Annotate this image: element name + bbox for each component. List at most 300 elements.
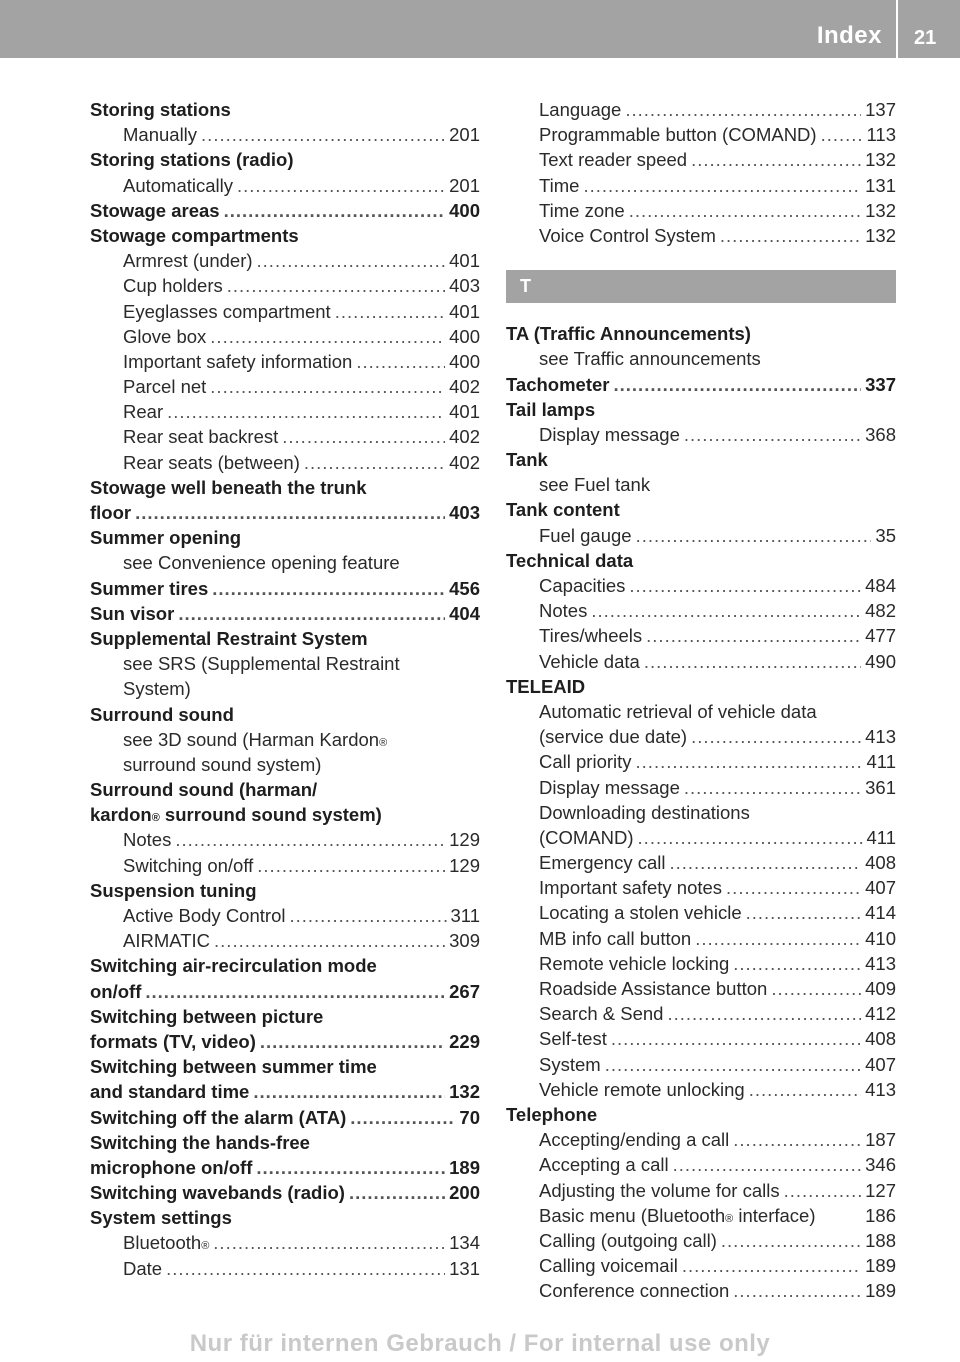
index-subentry [506, 173, 896, 198]
index-subentry [506, 724, 896, 749]
page-reference: 267 [449, 980, 480, 1002]
index-subentry [506, 825, 896, 850]
page-reference: 456 [449, 577, 480, 599]
entry-text: Search & Send [539, 1003, 664, 1025]
section-letter: T [520, 276, 531, 297]
entry-text: Locating a stolen vehicle [539, 902, 742, 924]
header-bar [0, 0, 960, 58]
index-entry [90, 979, 480, 1004]
index-subentry [506, 800, 896, 825]
dot-leader [784, 1178, 862, 1203]
page-reference: 131 [449, 1257, 480, 1279]
page-reference: 127 [865, 1179, 896, 1201]
dot-leader [646, 623, 861, 648]
page-reference: 189 [865, 1255, 896, 1277]
dot-leader [733, 951, 861, 976]
entry-text: Switching on/off [123, 854, 254, 876]
page-reference: 129 [449, 829, 480, 851]
index-subentry [90, 928, 480, 953]
index-subentry [90, 299, 480, 324]
index-entry [90, 576, 480, 601]
page-reference: 409 [865, 978, 896, 999]
page-reference: 407 [865, 877, 896, 899]
page-reference: 414 [865, 902, 896, 924]
dot-leader [214, 928, 445, 953]
dot-leader [733, 1127, 861, 1152]
entry-text: Accepting/ending a call [539, 1129, 730, 1151]
entry-text: AIRMATIC [123, 930, 211, 952]
section-letter-bar [506, 270, 896, 303]
page-reference: 412 [865, 1003, 896, 1025]
entry-text: System) [123, 678, 191, 700]
index-subentry [506, 875, 896, 900]
dot-leader [210, 374, 445, 399]
entry-text: Time zone [539, 199, 625, 221]
index-subentry [506, 1278, 896, 1303]
page-reference: 407 [865, 1053, 896, 1075]
index-entry [506, 397, 896, 422]
index-entry [90, 1130, 480, 1155]
index-subentry [90, 676, 480, 701]
entry-text: Adjusting the volume for calls [539, 1179, 780, 1201]
index-entry [90, 525, 480, 550]
index-entry [90, 147, 480, 172]
entry-text: (COMAND) [539, 826, 634, 848]
page-reference: 129 [449, 854, 480, 876]
entry-text: Stowage compartments [90, 224, 299, 246]
page-reference: 186 [865, 1204, 896, 1226]
entry-text: Switching the hands-free [90, 1131, 310, 1153]
dot-leader [605, 1052, 861, 1077]
entry-text: surround sound system) [123, 753, 322, 775]
index-column-left [90, 97, 480, 1281]
page-reference: 408 [865, 852, 896, 874]
entry-text: on/off [90, 980, 142, 1002]
index-entry [90, 1155, 480, 1180]
entry-text: formats (TV, video) [90, 1030, 256, 1052]
page-reference: 404 [449, 602, 480, 624]
entry-text: Programmable button (COMAND) [539, 124, 817, 146]
dot-leader [636, 749, 863, 774]
page-reference: 132 [865, 199, 896, 221]
entry-text: floor [90, 502, 132, 523]
page-reference: 477 [865, 625, 896, 647]
index-subentry [506, 573, 896, 598]
index-entry [506, 548, 896, 573]
entry-text: Eyeglasses compartment [123, 300, 331, 322]
page-reference: 402 [449, 451, 480, 473]
entry-text: see Fuel tank [539, 474, 651, 496]
page-reference: 482 [865, 600, 896, 622]
page-reference: 187 [865, 1129, 896, 1151]
page-reference: 368 [865, 423, 896, 445]
dot-leader [644, 649, 861, 674]
entry-text: Remote vehicle locking [539, 952, 730, 974]
entry-text: Capacities [539, 575, 626, 596]
dot-leader [350, 1105, 455, 1130]
entry-text: kardon [90, 804, 152, 826]
dot-leader [591, 598, 861, 623]
entry-text: Voice Control System [539, 224, 716, 246]
index-entry [90, 1079, 480, 1104]
dot-leader [257, 248, 446, 273]
dot-leader [178, 601, 445, 626]
dot-leader [356, 349, 445, 374]
index-subentry [90, 827, 480, 852]
index-subentry [90, 550, 480, 575]
index-entry [90, 1004, 480, 1029]
dot-leader [253, 1079, 445, 1104]
index-subentry [506, 346, 896, 371]
page-reference: 401 [449, 300, 480, 322]
index-entry [90, 626, 480, 651]
entry-text: Notes [539, 600, 588, 622]
page-reference: 137 [865, 99, 896, 120]
entry-text: Tank content [506, 499, 620, 521]
page-reference: 400 [449, 199, 480, 221]
index-entry [90, 97, 480, 122]
index-entry [90, 601, 480, 626]
page-reference: 413 [865, 1078, 896, 1100]
index-subentry [506, 523, 896, 548]
index-entry [506, 372, 896, 397]
entry-text: Emergency call [539, 852, 666, 874]
page-reference: 403 [449, 502, 480, 523]
index-subentry [90, 853, 480, 878]
entry-text: Tail lamps [506, 398, 596, 420]
index-entry [90, 500, 480, 525]
index-entry [90, 777, 480, 802]
dot-leader [721, 1228, 861, 1253]
entry-text: Text reader speed [539, 149, 688, 171]
index-entry [90, 1029, 480, 1054]
dot-leader [684, 422, 861, 447]
index-subentry: Basic menu (Bluetooth ® interface) 186 [506, 1203, 896, 1228]
dot-leader [135, 500, 445, 525]
entry-text: Switching between picture [90, 1005, 324, 1027]
entry-text: Automatic retrieval of vehicle data [539, 700, 817, 722]
dot-leader [304, 450, 445, 475]
entry-text: Storing stations [90, 99, 231, 120]
index-subentry [506, 775, 896, 800]
dot-leader [614, 372, 862, 397]
page-reference: 35 [875, 524, 896, 546]
index-subentry [506, 976, 896, 1001]
index-subentry [90, 374, 480, 399]
index-subentry [506, 951, 896, 976]
index-subentry [90, 122, 480, 147]
index-subentry [506, 97, 896, 122]
dot-leader [629, 198, 861, 223]
entry-text: MB info call button [539, 927, 692, 949]
entry-text-continued: surround sound system) [159, 804, 382, 826]
entry-text: Switching air-recirculation mode [90, 955, 377, 977]
page-reference: 132 [449, 1081, 480, 1103]
index-entry [90, 198, 480, 223]
page-reference: 113 [866, 124, 896, 146]
dot-leader [771, 976, 861, 1001]
watermark: Nur für internen Gebrauch / For internal use only [189, 1330, 771, 1357]
page-reference: 134 [449, 1232, 480, 1254]
entry-text: Manually [123, 124, 198, 146]
page-reference: 408 [865, 1028, 896, 1050]
index-subentry [90, 273, 480, 298]
dot-leader [583, 173, 861, 198]
entry-text: Active Body Control [123, 905, 286, 926]
entry-text: Downloading destinations [539, 801, 750, 823]
index-entry [90, 1054, 480, 1079]
page-reference: 402 [449, 426, 480, 448]
entry-text: Self-test [539, 1028, 607, 1050]
dot-leader [669, 850, 861, 875]
entry-text: Switching wavebands (radio) [90, 1182, 345, 1204]
index-subentry [90, 324, 480, 349]
index-subentry [90, 399, 480, 424]
index-subentry [506, 649, 896, 674]
index-subentry [506, 1026, 896, 1051]
index-subentry [90, 173, 480, 198]
entry-text: Rear [123, 401, 164, 423]
page-reference: 200 [449, 1182, 480, 1204]
index-subentry [506, 699, 896, 724]
entry-text: Calling voicemail [539, 1255, 678, 1277]
entry-text: Tachometer [506, 373, 610, 395]
index-column-right-top [506, 97, 896, 248]
entry-text: TA (Traffic Announcements) [506, 323, 751, 345]
index-subentry [506, 422, 896, 447]
page-reference: 131 [865, 174, 896, 196]
entry-text: Calling (outgoing call) [539, 1229, 717, 1251]
page-number: 21 [914, 27, 937, 49]
entry-text-continued: interface) [733, 1204, 816, 1226]
dot-leader [260, 1029, 445, 1054]
entry-text: Stowage areas [90, 199, 220, 221]
entry-text: Display message [539, 776, 680, 798]
entry-text: Summer tires [90, 577, 209, 599]
dot-leader [625, 97, 861, 122]
dot-leader [237, 173, 445, 198]
entry-text: Call priority [539, 751, 632, 773]
index-entry [90, 702, 480, 727]
page-reference: 413 [865, 726, 896, 748]
entry-text: Tank [506, 449, 548, 471]
entry-text: Basic menu (Bluetooth [539, 1204, 726, 1226]
index-entry [90, 223, 480, 248]
entry-text: Important safety notes [539, 877, 723, 899]
entry-text: System [539, 1053, 601, 1075]
entry-text: Cup holders [123, 275, 223, 297]
entry-text: and standard time [90, 1081, 250, 1103]
index-subentry [506, 1152, 896, 1177]
index-subentry [506, 926, 896, 951]
dot-leader [282, 424, 445, 449]
dot-leader [746, 900, 862, 925]
dot-leader [212, 576, 445, 601]
entry-text: Fuel gauge [539, 524, 632, 546]
dot-leader [682, 1253, 861, 1278]
index-entry: kardon ® surround sound system) [90, 802, 480, 827]
index-subentry [506, 1228, 896, 1253]
dot-leader [210, 324, 445, 349]
index-subentry [506, 850, 896, 875]
index-subentry [506, 1001, 896, 1026]
index-subentry [506, 900, 896, 925]
entry-text: Switching off the alarm (ATA) [90, 1106, 347, 1128]
index-subentry [506, 223, 896, 248]
index-entry [90, 475, 480, 500]
dot-leader [201, 122, 445, 147]
entry-text: Rear seats (between) [123, 451, 300, 473]
page-reference: 400 [449, 325, 480, 347]
page-reference: 410 [865, 927, 896, 949]
entry-text: System settings [90, 1207, 232, 1229]
dot-leader [349, 1180, 445, 1205]
index-subentry [506, 598, 896, 623]
page-reference: 132 [865, 224, 896, 246]
index-subentry [506, 147, 896, 172]
index-entry [90, 1105, 480, 1130]
entry-text: Telephone [506, 1103, 598, 1125]
dot-leader [695, 926, 861, 951]
dot-leader [684, 775, 861, 800]
index-subentry [90, 349, 480, 374]
dot-leader [638, 825, 863, 850]
entry-text: microphone on/off [90, 1156, 253, 1178]
dot-leader [611, 1026, 861, 1051]
index-subentry [90, 248, 480, 273]
page-reference: 189 [865, 1280, 896, 1302]
entry-text: (service due date) [539, 726, 688, 748]
index-subentry [506, 1253, 896, 1278]
entry-text: see Convenience opening feature [123, 552, 400, 574]
entry-text: Parcel net [123, 376, 207, 398]
dot-leader [749, 1077, 861, 1102]
dot-leader [691, 724, 861, 749]
entry-text: Glove box [123, 325, 207, 347]
page-reference: 132 [865, 149, 896, 171]
dot-leader [145, 979, 445, 1004]
entry-text: Armrest (under) [123, 250, 253, 272]
entry-text: see SRS (Supplemental Restraint [123, 653, 400, 675]
entry-text: Time [539, 174, 580, 196]
index-entry [90, 1180, 480, 1205]
section-title: Index [816, 22, 882, 49]
page-reference: 411 [866, 751, 896, 773]
dot-leader [166, 1256, 445, 1281]
dot-leader [726, 875, 861, 900]
entry-text: Accepting a call [539, 1154, 669, 1176]
index-subentry [90, 450, 480, 475]
dot-leader [720, 223, 861, 248]
index-entry [90, 953, 480, 978]
entry-text: Rear seat backrest [123, 426, 279, 448]
page-reference: 70 [459, 1106, 480, 1128]
page-reference: 309 [449, 930, 480, 952]
index-column-right-bottom [506, 321, 896, 1303]
index-subentry [506, 472, 896, 497]
page-reference: 484 [865, 575, 896, 596]
entry-text: Notes [123, 829, 172, 851]
page-reference: 188 [865, 1229, 896, 1251]
entry-text: Automatically [123, 174, 234, 196]
entry-text: Surround sound (harman/ [90, 779, 318, 801]
entry-text: Vehicle remote unlocking [539, 1078, 745, 1100]
dot-leader [257, 853, 445, 878]
index-subentry [506, 623, 896, 648]
index-entry [506, 321, 896, 346]
index-subentry [506, 749, 896, 774]
page-reference: 229 [449, 1030, 480, 1052]
index-entry [506, 1102, 896, 1127]
entry-text: Roadside Assistance button [539, 978, 768, 999]
page-reference: 361 [865, 776, 896, 798]
entry-text: Conference connection [539, 1280, 730, 1302]
index-entry [506, 674, 896, 699]
dot-leader [175, 827, 445, 852]
entry-text: Tires/wheels [539, 625, 643, 647]
page-reference: 413 [865, 952, 896, 974]
dot-leader [733, 1278, 861, 1303]
dot-leader [213, 1230, 445, 1255]
entry-text: Surround sound [90, 703, 234, 725]
dot-leader [636, 523, 872, 548]
dot-leader [167, 399, 445, 424]
index-subentry [506, 198, 896, 223]
index-entry [90, 1205, 480, 1230]
index-subentry [506, 1178, 896, 1203]
dot-leader [667, 1001, 861, 1026]
dot-leader [224, 198, 446, 223]
header-divider [896, 0, 898, 58]
page-reference: 411 [866, 826, 896, 848]
page-reference: 311 [450, 905, 480, 926]
entry-text: TELEAID [506, 675, 586, 697]
dot-leader [256, 1155, 445, 1180]
entry-text: Sun visor [90, 602, 175, 624]
index-column-right [506, 97, 896, 1303]
page-reference: 490 [865, 650, 896, 672]
index-entry [506, 447, 896, 472]
entry-text: Technical data [506, 549, 634, 571]
index-subentry [90, 424, 480, 449]
page-reference: 402 [449, 376, 480, 398]
entry-text: Suspension tuning [90, 879, 257, 901]
entry-text: Storing stations (radio) [90, 149, 294, 171]
page-reference: 201 [449, 174, 480, 196]
entry-text: Important safety information [123, 350, 353, 372]
index-entry [90, 878, 480, 903]
page-reference: 403 [449, 275, 480, 297]
dot-leader [289, 903, 446, 928]
index-subentry [506, 122, 896, 147]
entry-text: Display message [539, 423, 680, 445]
entry-text: Vehicle data [539, 650, 640, 672]
entry-text: Switching between summer time [90, 1056, 377, 1078]
entry-text: see 3D sound (Harman Kardon [123, 728, 380, 750]
entry-text: Language [539, 99, 622, 120]
page-reference: 189 [449, 1156, 480, 1178]
index-subentry [506, 1077, 896, 1102]
index-subentry [90, 1256, 480, 1281]
entry-text: Bluetooth [123, 1232, 202, 1254]
index-subentry [506, 1052, 896, 1077]
index-subentry: see 3D sound (Harman Kardon ® [90, 727, 480, 752]
page-reference: 400 [449, 350, 480, 372]
page-reference: 401 [449, 401, 480, 423]
dot-leader [673, 1152, 862, 1177]
dot-leader [629, 573, 861, 598]
entry-text: Date [123, 1257, 163, 1279]
